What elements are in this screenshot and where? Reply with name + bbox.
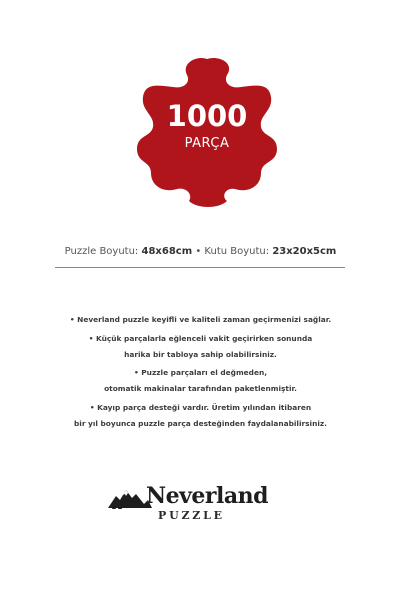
dimensions-line <box>20 245 381 259</box>
dimensions-separator: • <box>195 246 202 257</box>
feature-line: • Kayıp parça desteği vardır. Üretim yılından itibaren <box>89 402 312 412</box>
feature-list <box>30 312 371 434</box>
feature-line: bir yıl boyunca puzzle parça desteğinden faydalanabilirsiniz. <box>74 418 327 428</box>
brand-name: Neverland <box>146 483 268 509</box>
box-size-value: 23x20x5cm <box>272 246 337 257</box>
feature-line: • Küçük parçalarla eğlenceli vakit geçirirken sonunda <box>88 333 313 343</box>
feature-line: • Neverland puzzle keyifli ve kaliteli zaman geçirmenizi sağlar. <box>69 315 332 324</box>
puzzle-size-value: 48x68cm <box>141 246 193 257</box>
brand-logo <box>108 482 298 530</box>
piece-unit-label: PARÇA <box>184 136 230 151</box>
piece-count: 1000 <box>166 99 248 133</box>
brand-subtitle: PUZZLE <box>158 509 225 522</box>
box-size-label: Kutu Boyutu: <box>204 246 270 257</box>
divider <box>55 267 345 268</box>
feature-line: otomatik makinalar tarafından paketlenmiştir. <box>104 384 297 393</box>
feature-line: • Puzzle parçaları el değmeden, <box>133 368 268 377</box>
feature-line: harika bir tabloya sahip olabilirsiniz. <box>124 349 277 359</box>
puzzle-size-label: Puzzle Boyutu: <box>64 246 139 257</box>
